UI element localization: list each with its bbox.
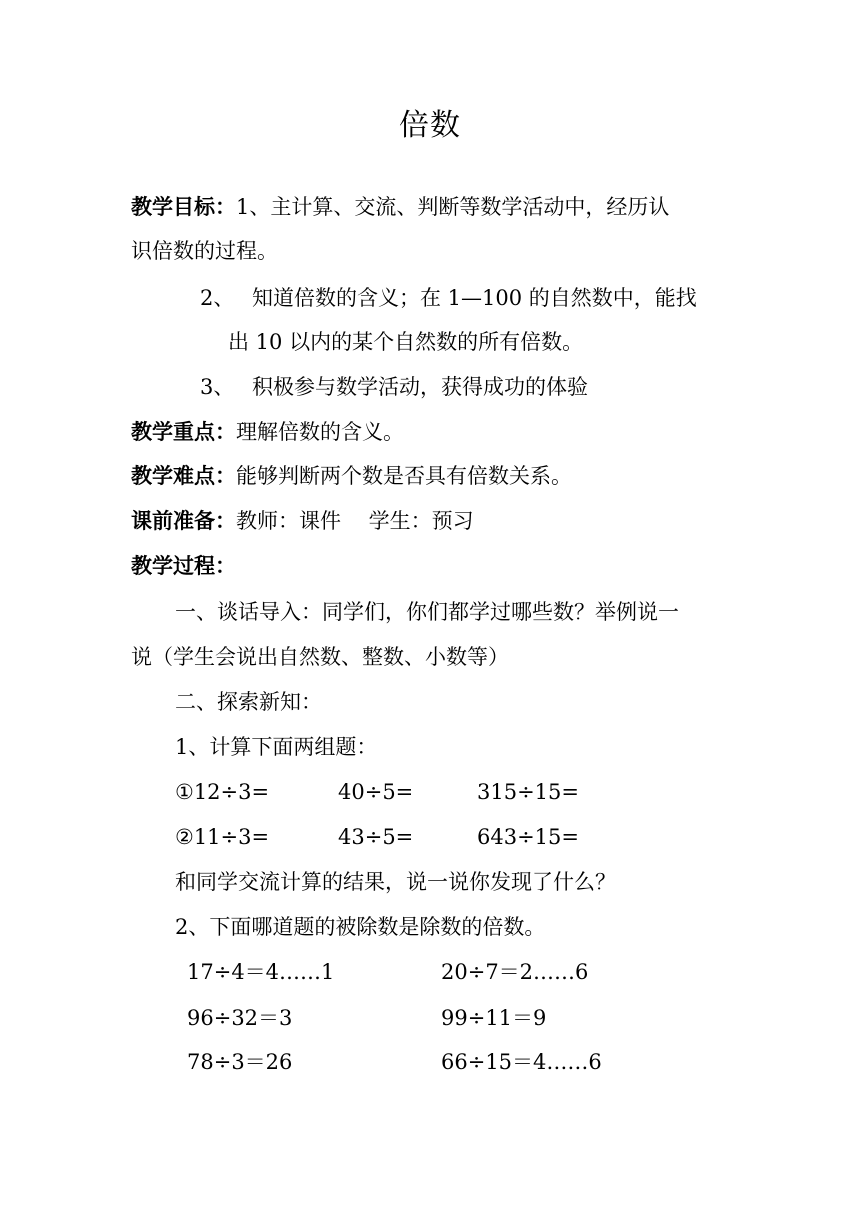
objectives-label: 教学目标： (131, 195, 236, 219)
preparation-label: 课前准备： (131, 509, 236, 533)
group-2-item-2: 43÷5= (338, 825, 414, 849)
key-point-label: 教学重点： (131, 420, 236, 444)
problem-2-right: 99÷11＝9 (441, 1006, 547, 1030)
objective-3-number: 3、 (200, 375, 235, 399)
section-2-heading: 二、探索新知： (175, 690, 322, 714)
problem-3-right: 66÷15＝4……6 (441, 1050, 602, 1074)
preparation-text: 教师：课件 学生：预习 (236, 509, 474, 533)
group-1-item-3: 315÷15= (477, 780, 579, 804)
section-1-line-1: 一、谈话导入：同学们，你们都学过哪些数？举例说一 (175, 600, 679, 624)
problem-2-left: 96÷32＝3 (187, 1006, 293, 1030)
problem-1-left: 17÷4＝4……1 (187, 960, 335, 984)
difficulty-line (131, 461, 572, 491)
key-point-line (131, 417, 404, 447)
process-label: 教学过程： (131, 554, 236, 578)
objective-2-number: 2、 (200, 286, 235, 310)
objective-1-text: 1、主计算、交流、判断等数学活动中，经历认 (236, 195, 670, 219)
key-point-text: 理解倍数的含义。 (236, 420, 404, 444)
group-2-item-1: ②11÷3= (175, 825, 270, 849)
section-1-line-2: 说（学生会说出自然数、整数、小数等） (131, 645, 509, 669)
difficulty-text: 能够判断两个数是否具有倍数关系。 (236, 464, 572, 488)
document-title: 倍数 (399, 108, 461, 143)
objective-2-continued: 出 10 以内的某个自然数的所有倍数。 (228, 330, 584, 354)
discussion-prompt: 和同学交流计算的结果，说一说你发现了什么？ (175, 870, 616, 894)
task-2-heading: 2、下面哪道题的被除数是除数的倍数。 (175, 915, 546, 939)
objective-2-text: 知道倍数的含义；在 1—100 的自然数中，能找 (252, 286, 697, 310)
problem-3-left: 78÷3＝26 (187, 1050, 293, 1074)
group-1-item-1: ①12÷3= (175, 780, 270, 804)
difficulty-label: 教学难点： (131, 464, 236, 488)
objective-3-text: 积极参与数学活动，获得成功的体验 (252, 375, 588, 399)
preparation-line (131, 506, 474, 536)
objective-1-continued: 识倍数的过程。 (131, 239, 278, 263)
task-1-heading: 1、计算下面两组题： (175, 735, 378, 759)
group-1-item-2: 40÷5= (338, 780, 414, 804)
problem-1-right: 20÷7＝2……6 (441, 960, 589, 984)
group-2-item-3: 643÷15= (477, 825, 579, 849)
objectives-line-1 (131, 192, 669, 222)
